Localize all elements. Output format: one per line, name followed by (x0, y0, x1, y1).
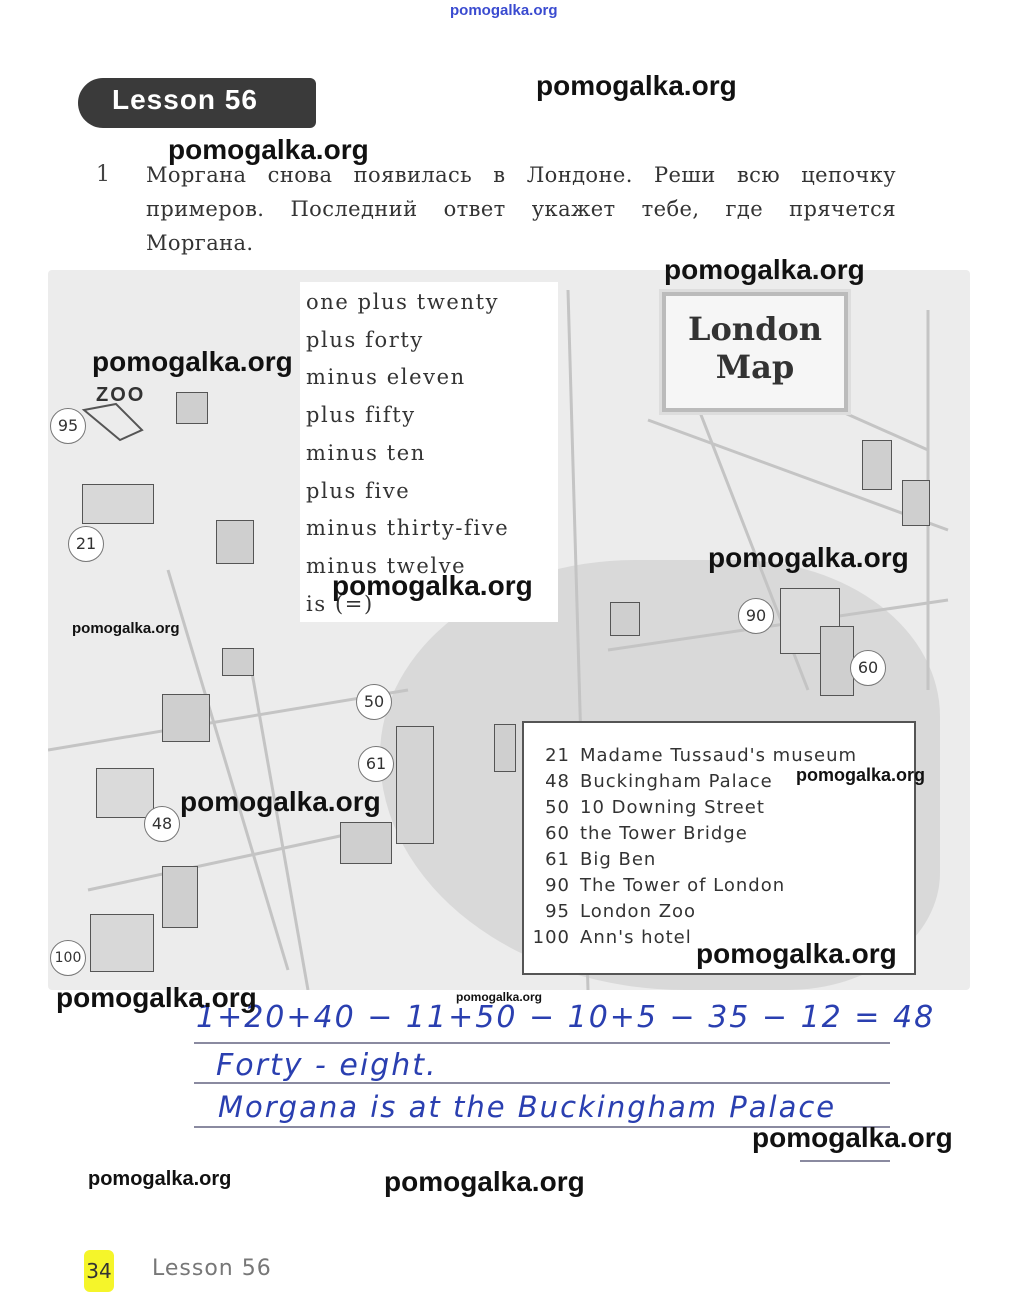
task-number: 1 (96, 162, 110, 187)
monument-icon (494, 724, 516, 772)
map-number-90: 90 (738, 598, 774, 634)
map-number-60: 60 (850, 650, 886, 686)
legend-row: 21 Madame Tussaud's museum (545, 745, 858, 766)
equation-line: one plus twenty (306, 290, 500, 314)
page-number: 34 (84, 1250, 114, 1292)
equation-line: plus five (306, 478, 411, 503)
legend-row: 48 Buckingham Palace (545, 771, 773, 792)
legend-row: 60 the Tower Bridge (545, 823, 748, 844)
building-icon (162, 694, 210, 742)
museum-building-icon (82, 484, 154, 524)
equation-line: minus eleven (306, 365, 466, 390)
watermark: pomogalka.org (168, 134, 369, 165)
legend-row: 95 London Zoo (545, 901, 697, 922)
answer-number-words: Forty - eight. (216, 1048, 438, 1083)
legend-row: 100 Ann's hotel (532, 927, 692, 948)
watermark: pomogalka.org (708, 542, 909, 573)
watermark: pomogalka.org (92, 346, 293, 377)
lesson-title: Lesson 56 (112, 84, 258, 115)
watermark: pomogalka.org (456, 990, 543, 1004)
watermark: pomogalka.org (72, 620, 180, 637)
watermark: pomogalka.org (88, 1168, 232, 1190)
hotel-icon (90, 914, 154, 972)
map-number-21: 21 (68, 526, 104, 562)
answer-location: Morgana is at the Buckingham Palace (218, 1090, 837, 1124)
equation-line: plus forty (306, 327, 424, 352)
footer-lesson: Lesson 56 (152, 1256, 272, 1281)
buckingham-palace-icon (96, 768, 154, 818)
top-watermark: pomogalka.org (450, 2, 558, 19)
map-number-100: 100 (50, 940, 86, 976)
big-ben-icon (396, 726, 434, 844)
abbey-icon (340, 822, 392, 864)
church-icon (216, 520, 254, 564)
watermark: pomogalka.org (664, 254, 865, 285)
equation-line: minus thirty-five (306, 516, 510, 541)
building-icon (902, 480, 930, 526)
watermark: pomogalka.org (696, 938, 897, 969)
tower-icon (862, 440, 892, 490)
building-icon (176, 392, 208, 424)
map-number-61: 61 (358, 746, 394, 782)
equation-line: minus twelve (306, 553, 467, 578)
watermark: pomogalka.org (56, 982, 257, 1013)
equation-line: minus ten (306, 440, 426, 465)
answer-equation: 1+20+40 − 11+50 − 10+5 − 35 − 12 = 48 (196, 1000, 936, 1035)
equation-line: plus fifty (306, 403, 416, 428)
map-title-line1: London (687, 310, 823, 348)
watermark: pomogalka.org (752, 1122, 953, 1153)
legend-row: 90 The Tower of London (545, 875, 786, 896)
watermark: pomogalka.org (180, 786, 381, 817)
legend-row: 50 10 Downing Street (545, 797, 765, 818)
watermark: pomogalka.org (332, 570, 533, 601)
answer-rule (194, 1042, 890, 1044)
map-title-line2: Map (715, 348, 795, 386)
watermark: pomogalka.org (796, 765, 926, 785)
task-text: Моргана снова появилась в Лондоне. Реши всю цепочку примеров. Последний ответ укажет тебе, где прячется Моргана. (146, 163, 896, 255)
equation-line: is (=) (306, 591, 374, 616)
map-title-scroll (662, 292, 848, 412)
lesson-badge (78, 78, 316, 128)
watermark: pomogalka.org (536, 70, 737, 101)
answer-rule (800, 1160, 890, 1162)
watermark: pomogalka.org (384, 1166, 585, 1197)
legend-row: 61 Big Ben (545, 849, 657, 870)
building-icon (222, 648, 254, 676)
zoo-enclosure-icon (80, 400, 150, 450)
map-number-48: 48 (144, 806, 180, 842)
building-icon (610, 602, 640, 636)
map-number-50: 50 (356, 684, 392, 720)
building-icon (162, 866, 198, 928)
tower-bridge-icon (820, 626, 854, 696)
zoo-label: ZOO (96, 384, 146, 406)
map-legend (522, 721, 916, 975)
map-number-95: 95 (50, 408, 86, 444)
